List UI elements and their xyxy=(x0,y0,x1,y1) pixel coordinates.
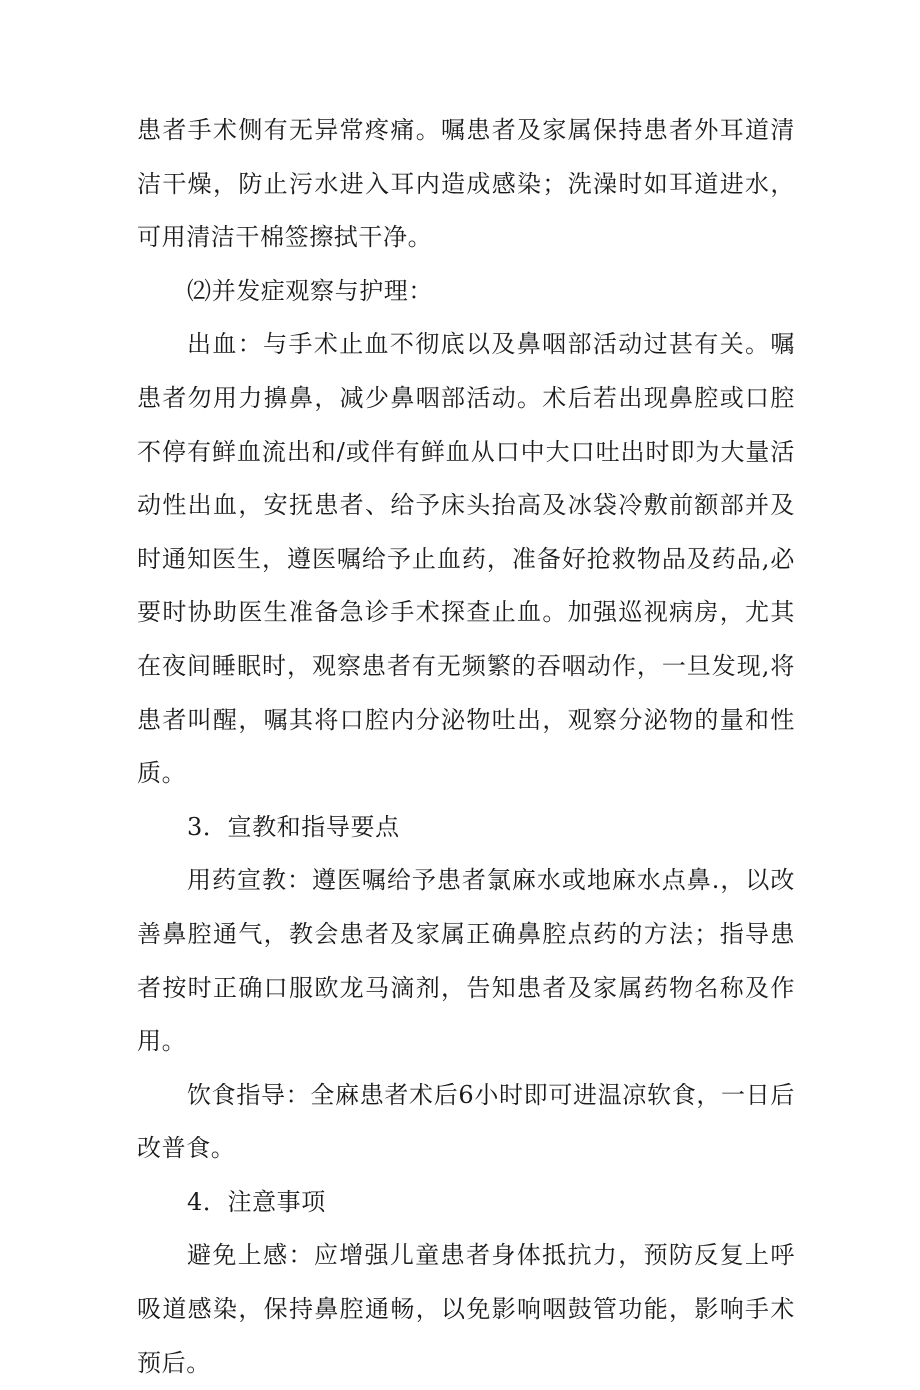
paragraph-bleeding: 出血：与手术止血不彻底以及鼻咽部活动过甚有关。嘱患者勿用力擤鼻，减少鼻咽部活动。术后若出现鼻腔或口腔不停有鲜血流出和/或伴有鲜血从口中大口吐出时即为大量活动性出血，安抚患者、给予床头抬高及冰袋冷敷前额部并及时通知医生，遵医嘱给予止血药，准备好抢救物品及药品,必要时协助医生准备急诊手术探查止血。加强巡视病房，尤其在夜间睡眠时，观察患者有无频繁的吞咽动作，一旦发现,将患者叫醒，嘱其将口腔内分泌物吐出，观察分泌物的量和性质。 xyxy=(137,330,795,788)
paragraph-diet: 饮食指导：全麻患者术后6小时即可进温凉软食，一日后改普食。 xyxy=(137,1080,795,1163)
paragraph-medication: 用药宣教：遵医嘱给予患者氯麻水或地麻水点鼻.，以改善鼻腔通气，教会患者及家属正确鼻腔点药的方法；指导患者按时正确口服欧龙马滴剂，告知患者及家属药物名称及作用。 xyxy=(137,866,795,1056)
paragraph-precaution: 避免上感：应增强儿童患者身体抵抗力，预防反复上呼吸道感染，保持鼻腔通畅，以免影响咽鼓管功能，影响手术预后。 xyxy=(137,1241,795,1377)
heading-precautions: 4．注意事项 xyxy=(187,1187,326,1216)
heading-education: 3．宣教和指导要点 xyxy=(187,812,400,841)
document-body xyxy=(137,104,795,1390)
paragraph-ear-care: 患者手术侧有无异常疼痛。嘱患者及家属保持患者外耳道清洁干燥，防止污水进入耳内造成感染；洗澡时如耳道进水，可用清洁干棉签擦拭干净。 xyxy=(137,116,795,252)
heading-complications: ⑵并发症观察与护理： xyxy=(187,276,433,305)
